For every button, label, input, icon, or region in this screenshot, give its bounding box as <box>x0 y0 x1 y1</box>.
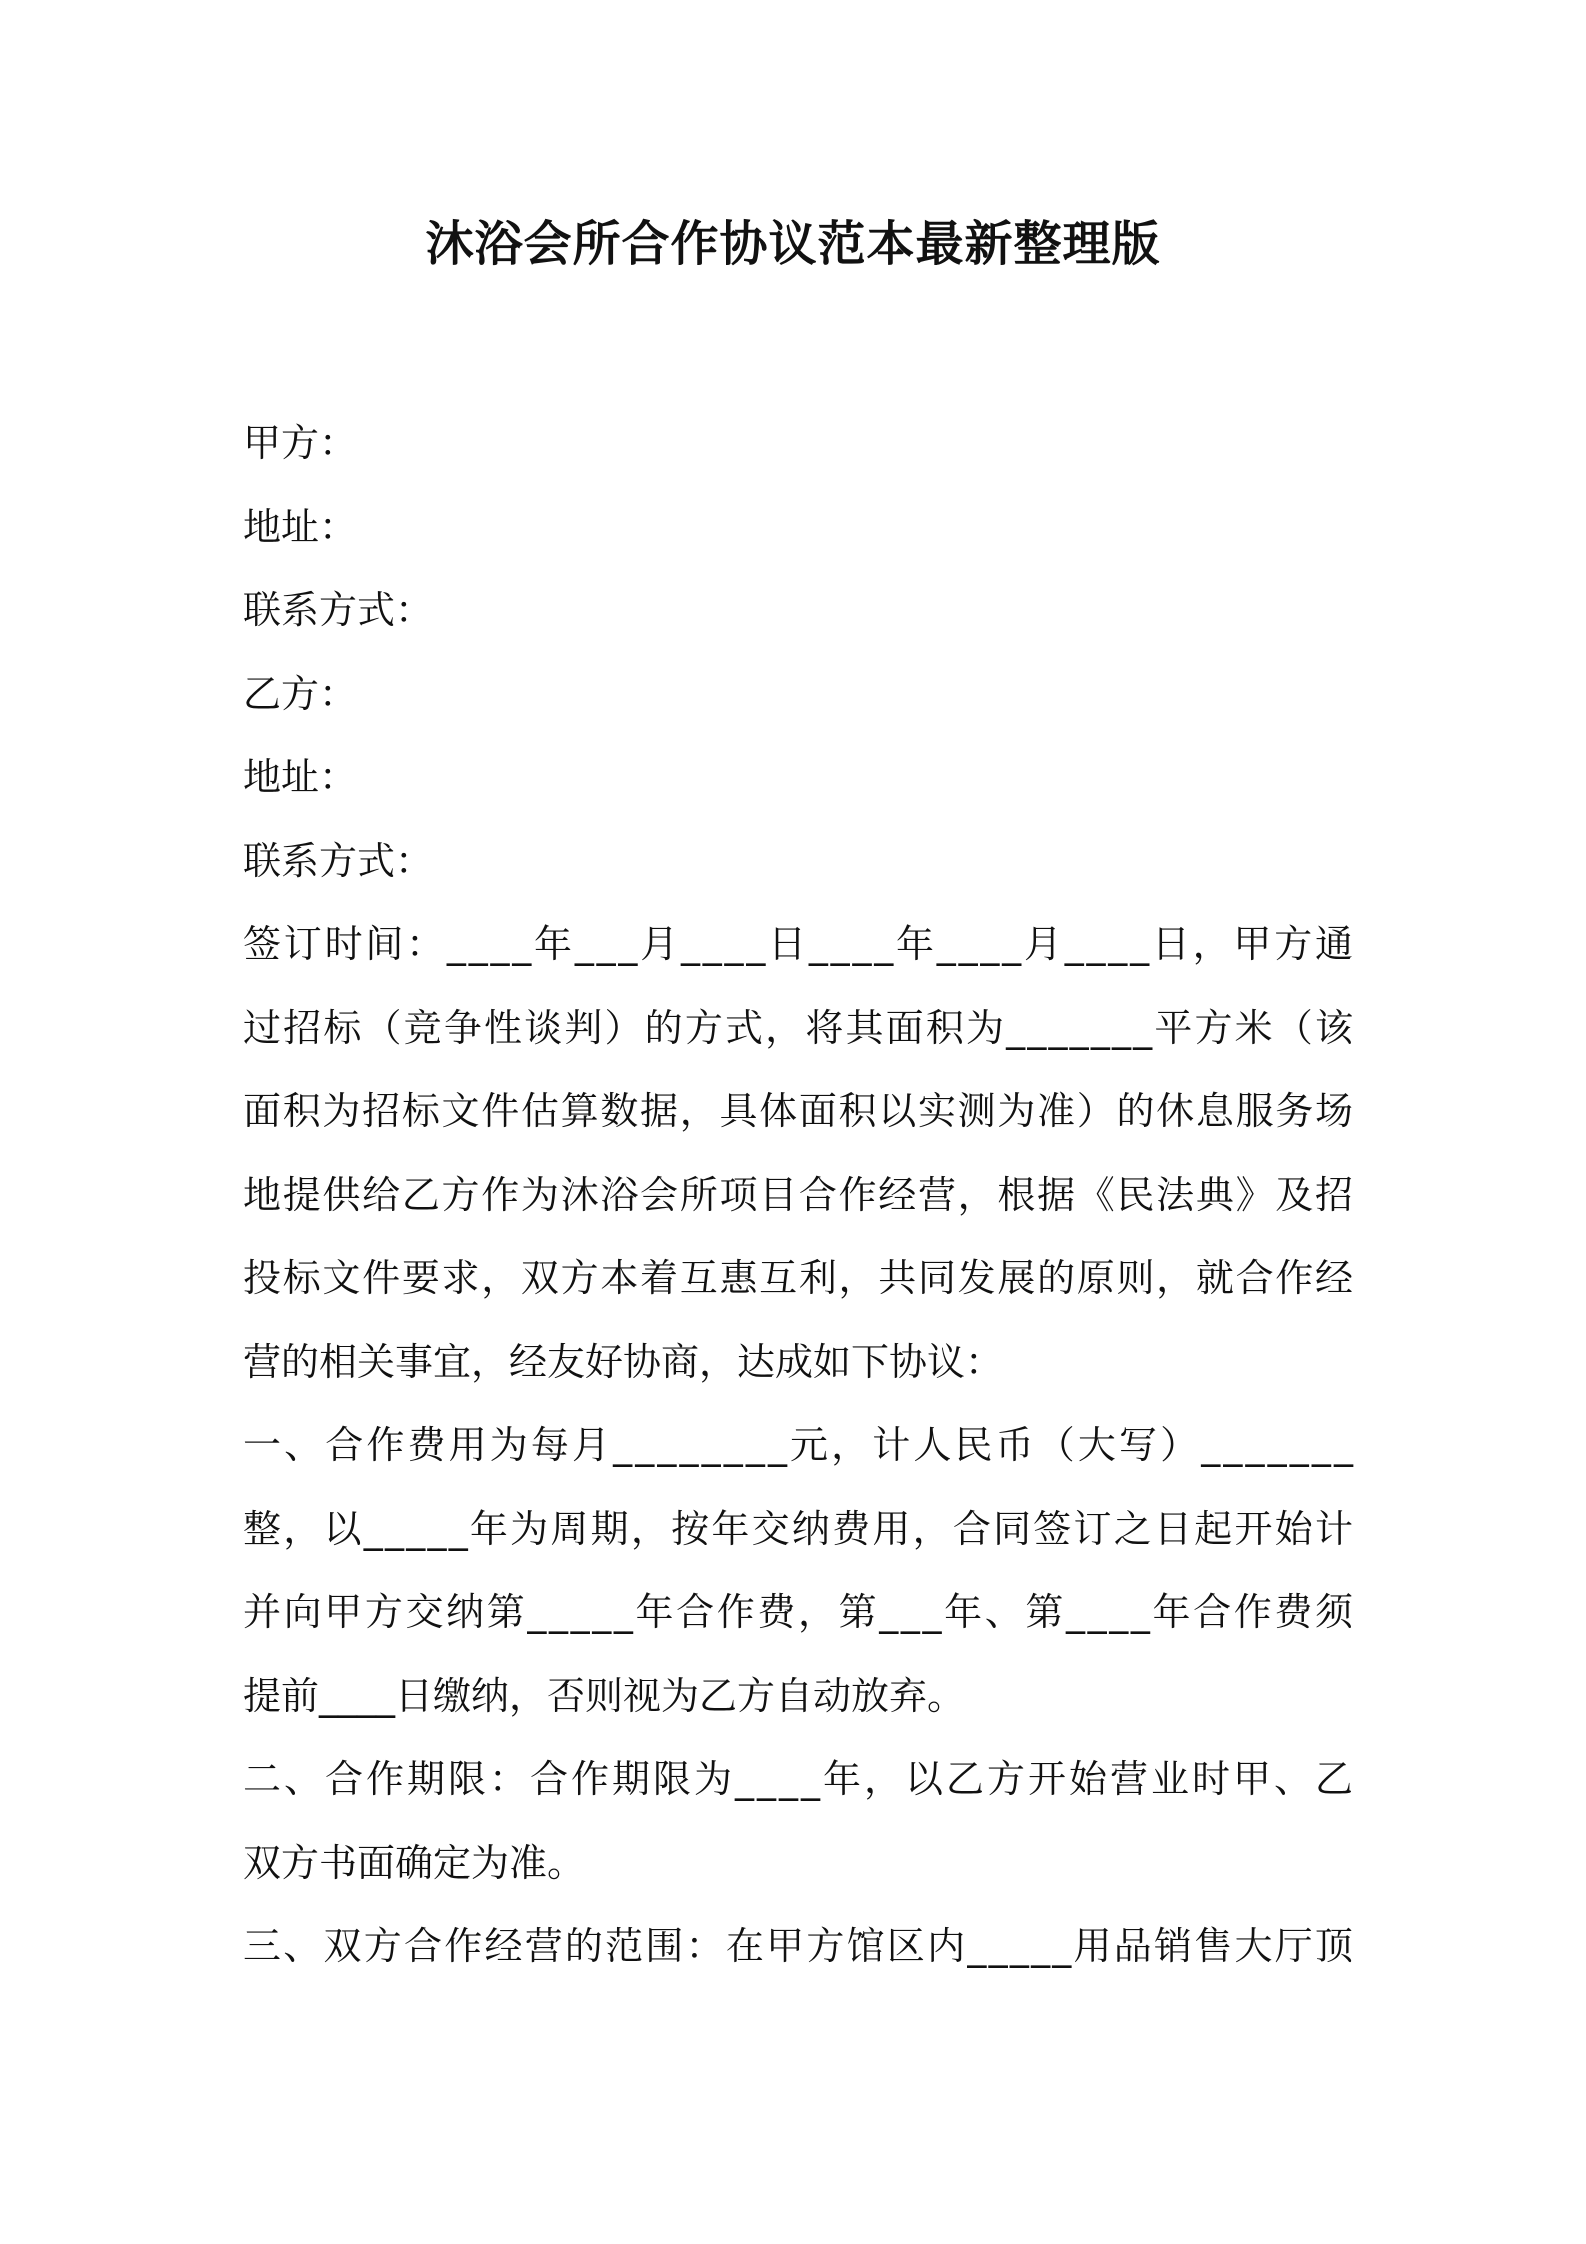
clause-2-paragraph <box>243 1738 1357 1905</box>
party-info-block <box>243 402 1353 903</box>
preamble-line: 面积为招标文件估算数据，具体面积以实测为准）的休息服务场 <box>243 1089 1355 1133</box>
party-b-label: 乙方： <box>243 671 358 716</box>
clause-3-paragraph <box>243 1905 1356 1989</box>
preamble-line: 投标文件要求，双方本着互惠互利，共同发展的原则，就合作经 <box>243 1256 1355 1300</box>
preamble-line: 地提供给乙方作为沐浴会所项目合作经营，根据《民法典》及招 <box>243 1172 1355 1217</box>
clause-3-line: 三、双方合作经营的范围：在甲方馆区内_____用品销售大厅顶 <box>243 1924 1356 1968</box>
clause-1-line: 一、合作费用为每月________元，计人民币（大写）_______ <box>243 1423 1357 1467</box>
clause-1-line: 提前____日缴纳，否则视为乙方自动放弃。 <box>243 1673 966 1718</box>
clause-2-line: 二、合作期限：合作期限为____年，以乙方开始营业时甲、乙 <box>243 1757 1357 1801</box>
clause-1-line: 并向甲方交纳第_____年合作费，第___年、第____年合作费须 <box>243 1590 1356 1634</box>
preamble-paragraph <box>243 903 1356 1404</box>
preamble-line: 营的相关事宜，经友好协商，达成如下协议： <box>243 1339 1004 1384</box>
preamble-line: 签订时间：____年___月____日____年____月____日，甲方通 <box>243 922 1356 966</box>
party-a-label: 甲方： <box>243 421 358 465</box>
clause-1-paragraph <box>243 1404 1357 1738</box>
preamble-line: 过招标（竞争性谈判）的方式，将其面积为_______平方米（该 <box>243 1005 1356 1050</box>
party-a-contact-label: 联系方式： <box>243 588 434 632</box>
clause-2-line: 双方书面确定为准。 <box>243 1840 586 1885</box>
document-title: 沐浴会所合作协议范本最新整理版 <box>425 216 1161 272</box>
document-body <box>243 402 1357 1989</box>
clause-1-line: 整，以_____年为周期，按年交纳费用，合同签订之日起开始计 <box>243 1506 1356 1551</box>
party-b-address-label: 地址： <box>243 755 358 799</box>
party-a-address-label: 地址： <box>243 504 358 549</box>
party-b-contact-label: 联系方式： <box>243 838 434 883</box>
